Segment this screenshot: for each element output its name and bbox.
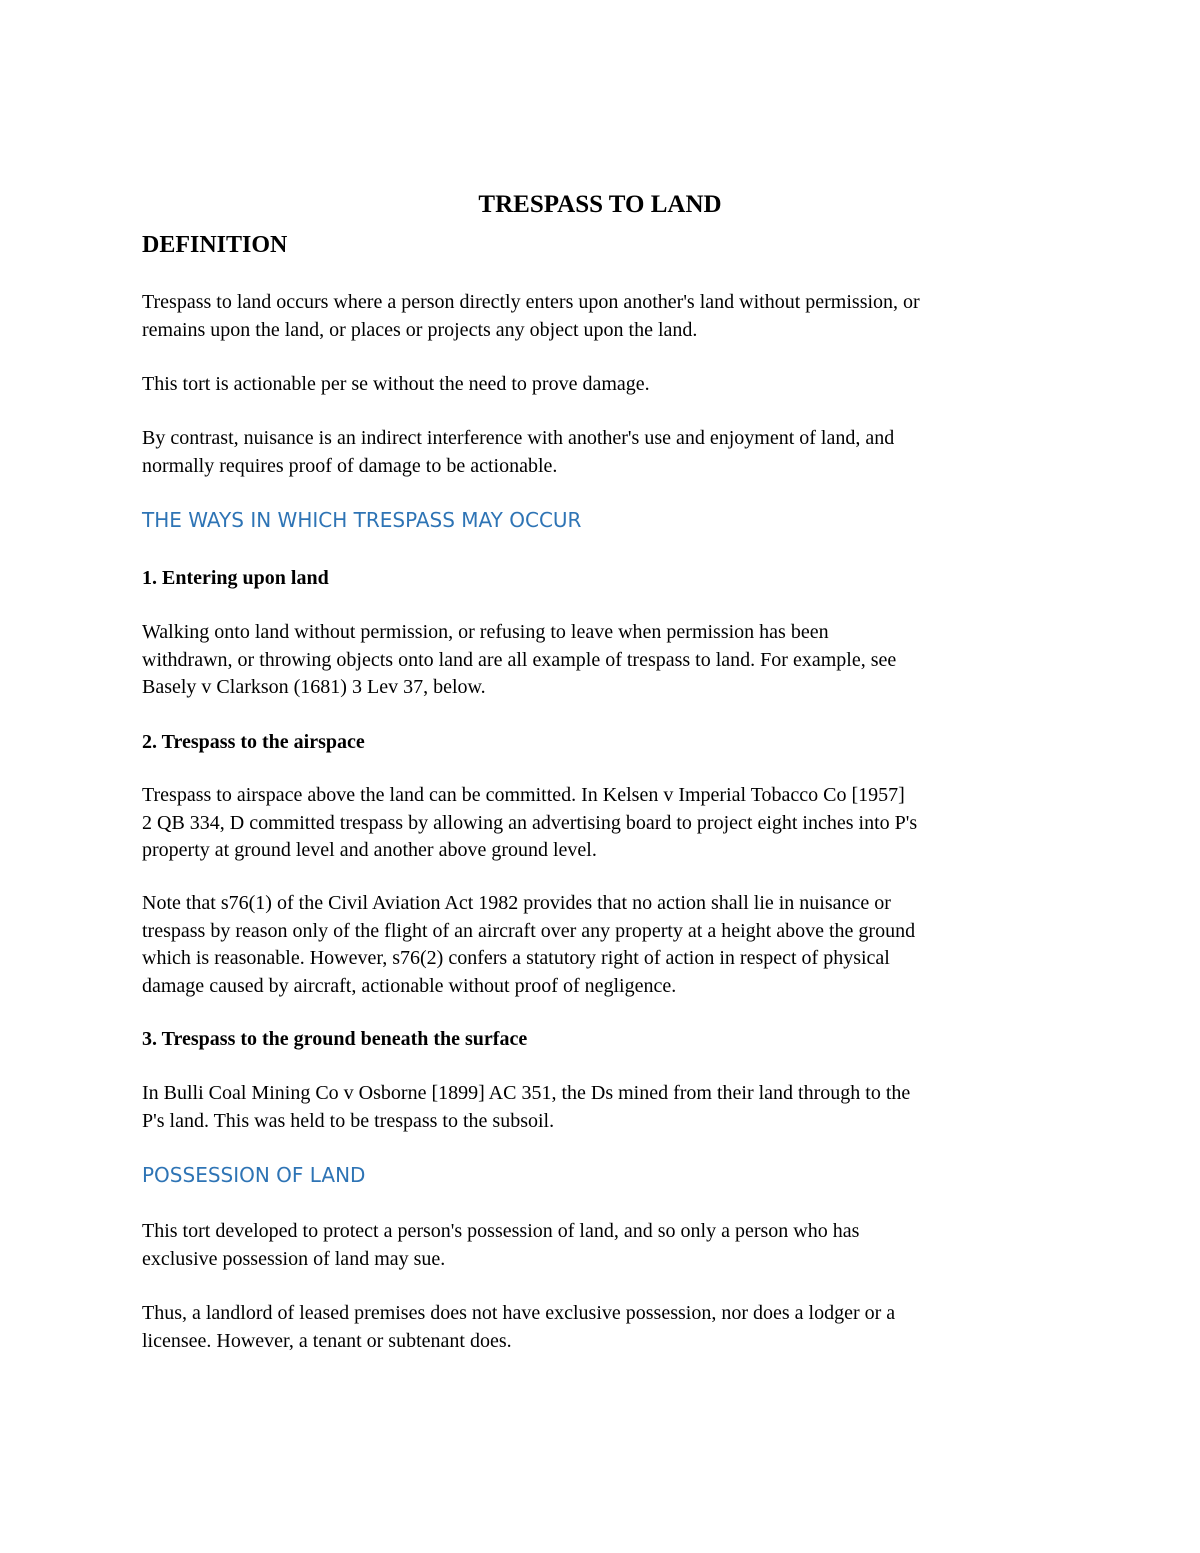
definition-paragraph-3 — [142, 425, 1072, 480]
possession-section-heading: POSSESSION OF LAND — [142, 1163, 366, 1187]
definition-paragraph-1 — [142, 289, 1072, 344]
text-line: Walking onto land without permission, or refusing to leave when permission has been — [142, 621, 829, 643]
text-line: This tort is actionable per se without the need to prove damage. — [142, 373, 650, 395]
way-2-paragraph-1 — [142, 782, 1072, 865]
way-2-paragraph-2 — [142, 890, 1072, 1000]
definition-heading: DEFINITION — [142, 232, 288, 258]
possession-paragraph-1 — [142, 1218, 1072, 1273]
text-line: Trespass to land occurs where a person directly enters upon another's land without permission, or — [142, 291, 920, 313]
text-line: This tort developed to protect a person's possession of land, and so only a person who has — [142, 1220, 860, 1242]
text-line: By contrast, nuisance is an indirect interference with another's use and enjoyment of land, and — [142, 427, 895, 449]
way-3-paragraph — [142, 1080, 1072, 1135]
way-2-heading: 2. Trespass to the airspace — [142, 731, 365, 753]
way-1-paragraph — [142, 619, 1072, 702]
text-line: normally requires proof of damage to be actionable. — [142, 454, 558, 477]
possession-paragraph-2 — [142, 1300, 1072, 1355]
ways-section-heading: THE WAYS IN WHICH TRESPASS MAY OCCUR — [142, 508, 582, 532]
text-line: In Bulli Coal Mining Co v Osborne [1899] AC 351, the Ds mined from their land through to the — [142, 1082, 911, 1104]
text-line: licensee. However, a tenant or subtenant does. — [142, 1329, 512, 1352]
text-line: which is reasonable. However, s76(2) confers a statutory right of action in respect of physical — [142, 947, 890, 969]
text-line: Basely v Clarkson (1681) 3 Lev 37, below. — [142, 676, 486, 698]
way-3-heading: 3. Trespass to the ground beneath the surface — [142, 1028, 528, 1050]
text-line: damage caused by aircraft, actionable without proof of negligence. — [142, 974, 677, 997]
text-line: Note that s76(1) of the Civil Aviation Act 1982 provides that no action shall lie in nuisance or — [142, 892, 891, 914]
text-line: exclusive possession of land may sue. — [142, 1247, 446, 1270]
definition-paragraph-2 — [142, 371, 1072, 399]
text-line: property at ground level and another above ground level. — [142, 839, 597, 861]
text-line: Trespass to airspace above the land can be committed. In Kelsen v Imperial Tobacco Co [1957] — [142, 784, 905, 806]
text-line: P's land. This was held to be trespass to the subsoil. — [142, 1109, 555, 1132]
text-line: trespass by reason only of the flight of an aircraft over any property at a height above the ground — [142, 919, 916, 942]
text-line: 2 QB 334, D committed trespass by allowing an advertising board to project eight inches into P's — [142, 811, 918, 834]
way-1-heading: 1. Entering upon land — [142, 567, 329, 589]
text-line: Thus, a landlord of leased premises does not have exclusive possession, nor does a lodger or a — [142, 1302, 896, 1324]
text-line: withdrawn, or throwing objects onto land are all example of trespass to land. For example, see — [142, 648, 897, 671]
text-line: remains upon the land, or places or projects any object upon the land. — [142, 318, 698, 341]
document-title: TRESPASS TO LAND — [478, 191, 722, 218]
